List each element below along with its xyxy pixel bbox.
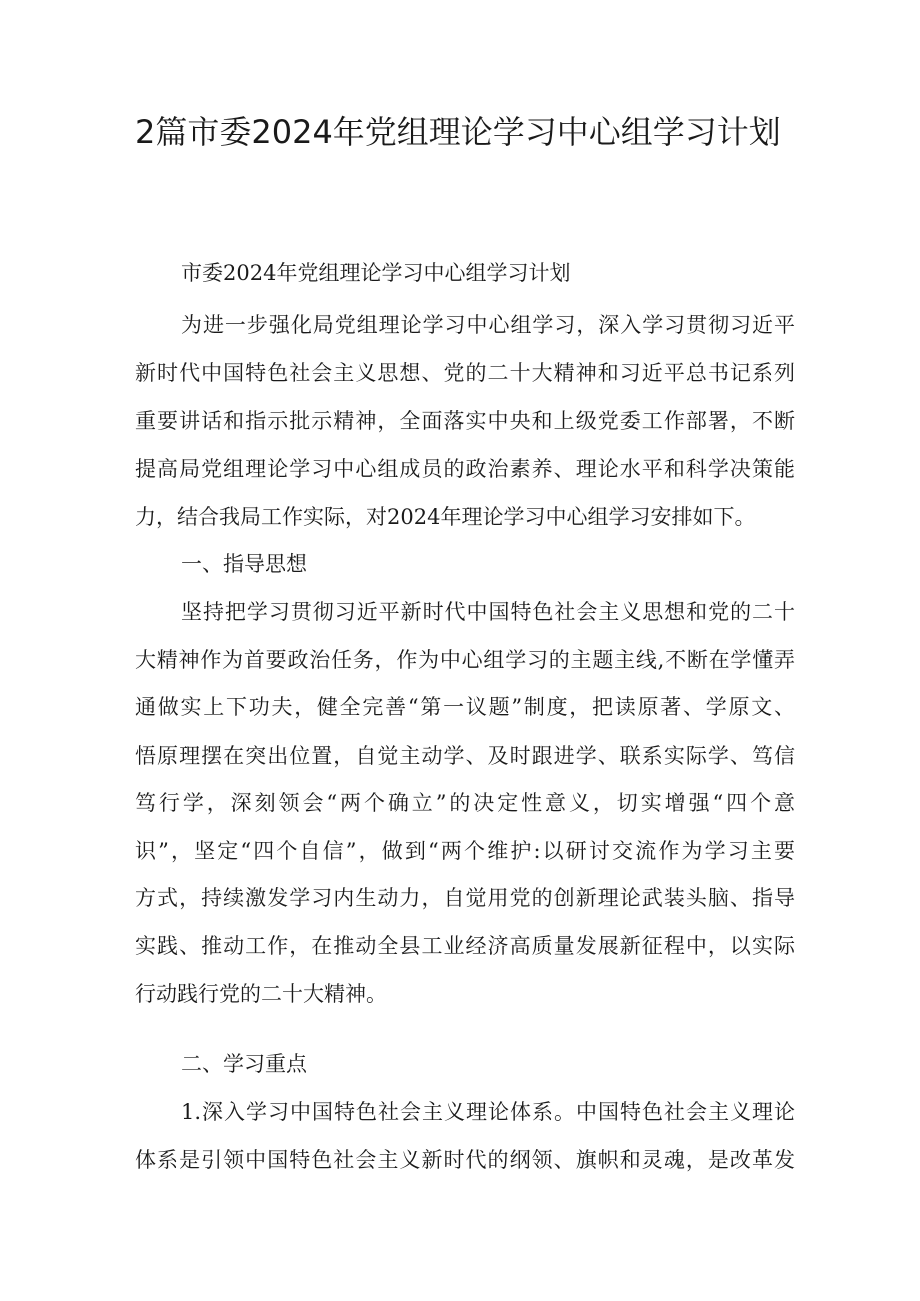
section1-paragraph-line: 通做实上下功夫，健全完善“第一议题”制度，把读原著、学原文、: [135, 695, 795, 719]
document-title: 2篇市委2024年党组理论学习中心组学习计划: [135, 113, 781, 151]
section1-paragraph-line: 大精神作为首要政治任务，作为中心组学习的主题主线,不断在学懂弄: [135, 648, 795, 672]
section1-paragraph-line: 方式，持续激发学习内生动力，自觉用党的创新理论武装头脑、指导: [135, 886, 795, 910]
section2-paragraph-line: 1.深入学习中国特色社会主义理论体系。中国特色社会主义理论: [181, 1100, 795, 1124]
intro-paragraph-line: 力，结合我局工作实际，对2024年理论学习中心组学习安排如下。: [135, 505, 756, 529]
section1-paragraph-line: 笃行学，深刻领会“两个确立”的决定性意义，切实增强“四个意: [135, 791, 795, 815]
section-heading-study-focus: 二、学习重点: [181, 1052, 307, 1076]
section2-paragraph-line: 体系是引领中国特色社会主义新时代的纲领、旗帜和灵魂，是改革发: [135, 1148, 795, 1172]
section1-paragraph-line: 坚持把学习贯彻习近平新时代中国特色社会主义思想和党的二十: [181, 600, 795, 624]
intro-paragraph-line: 重要讲话和指示批示精神，全面落实中央和上级党委工作部署，不断: [135, 409, 795, 433]
intro-paragraph-line: 新时代中国特色社会主义思想、党的二十大精神和习近平总书记系列: [135, 361, 795, 385]
section1-paragraph-line: 识”，坚定“四个自信”，做到“两个维护:以研讨交流作为学习主要: [135, 839, 795, 863]
document-subtitle: 市委2024年党组理论学习中心组学习计划: [181, 261, 571, 285]
section1-paragraph-line: 悟原理摆在突出位置，自觉主动学、及时跟进学、联系实际学、笃信: [135, 744, 795, 768]
intro-paragraph-line: 提高局党组理论学习中心组成员的政治素养、理论水平和科学决策能: [135, 457, 795, 481]
intro-paragraph-line: 为进一步强化局党组理论学习中心组学习，深入学习贯彻习近平: [181, 313, 795, 337]
section-heading-guiding-thought: 一、指导思想: [181, 552, 307, 576]
section1-paragraph-line: 实践、推动工作，在推动全县工业经济高质量发展新征程中，以实际: [135, 934, 795, 958]
section1-paragraph-line: 行动践行党的二十大精神。: [135, 982, 387, 1006]
